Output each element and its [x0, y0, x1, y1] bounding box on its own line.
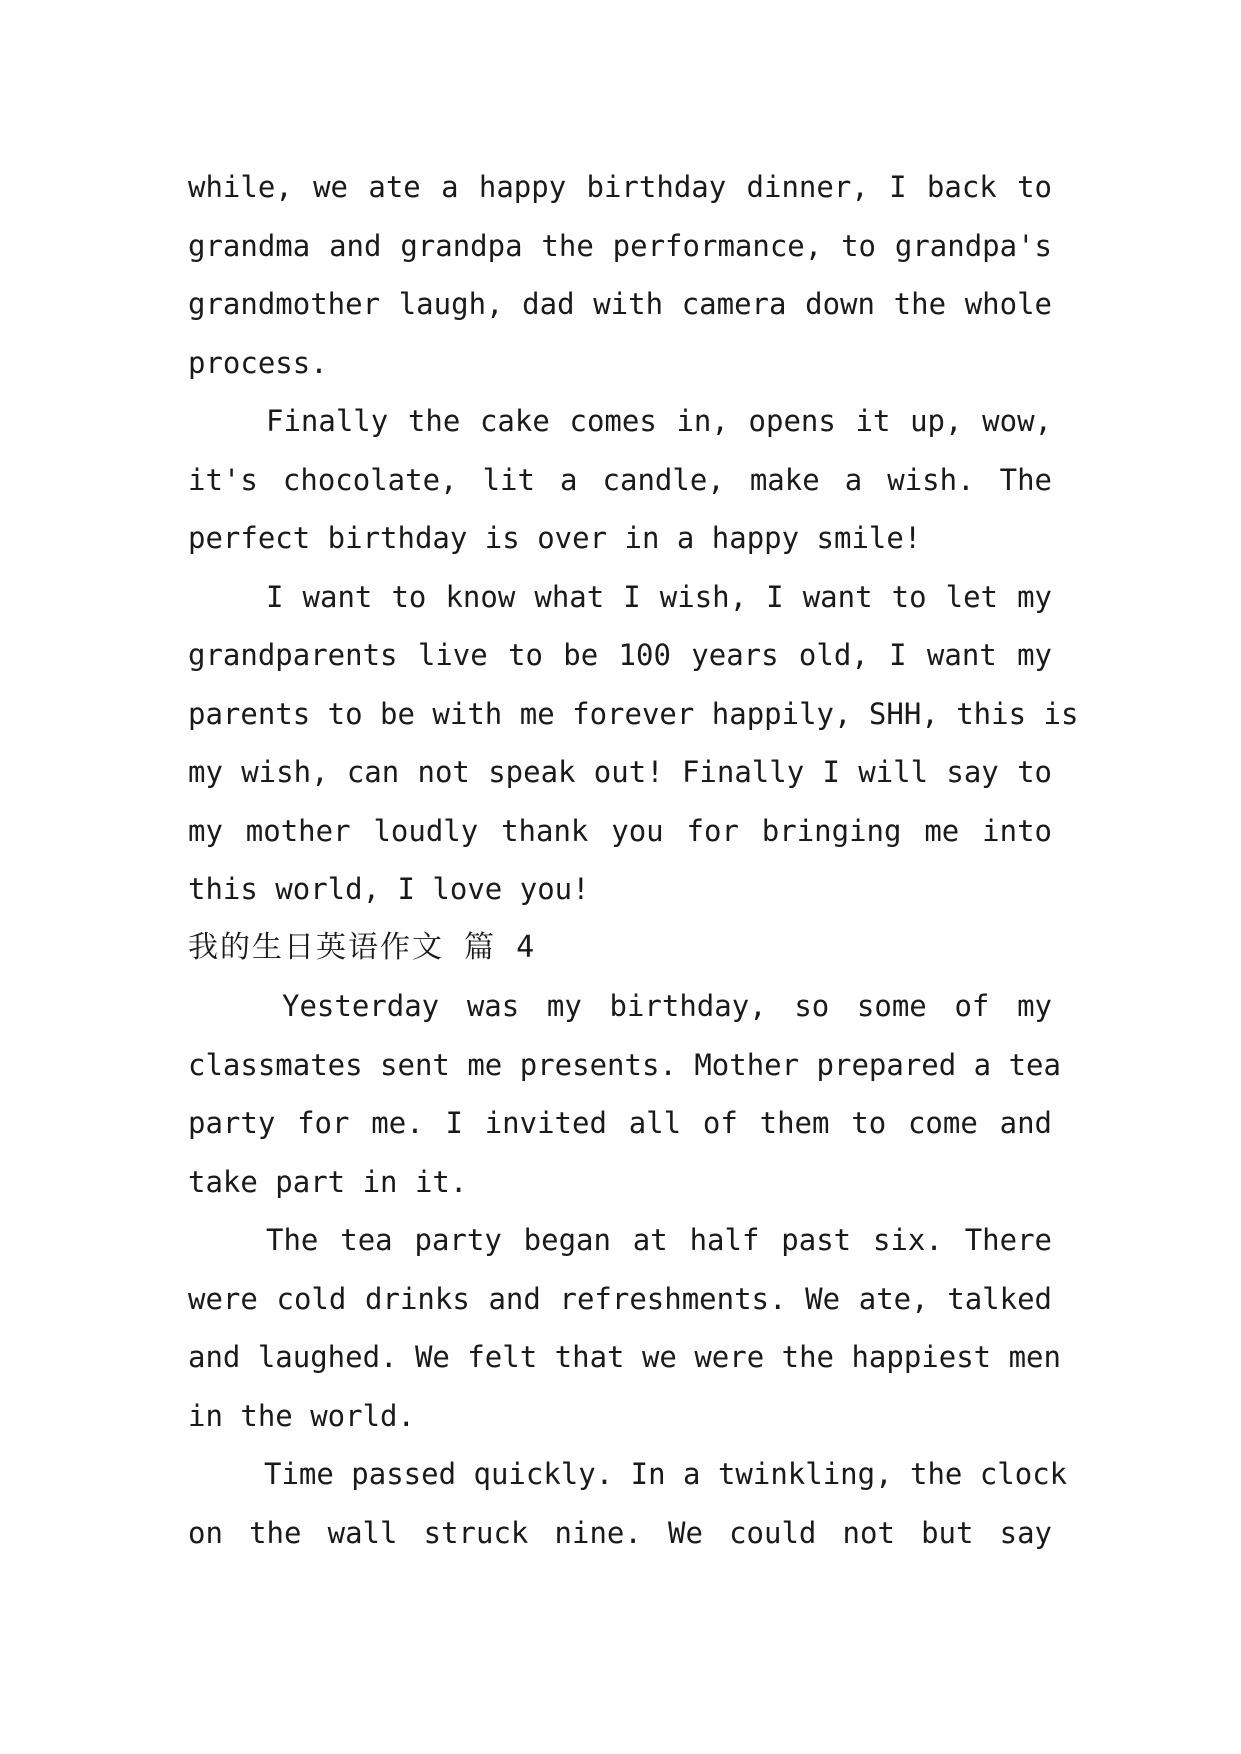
text-line: party for me. I invited all of them to come and: [188, 1106, 1052, 1140]
text-line: take part in it.: [188, 1164, 468, 1199]
text-line: I want to know what I wish, I want to let my: [266, 579, 1052, 614]
text-line: it's chocolate, lit a candle, make a wish. The: [188, 462, 1052, 497]
text-line: classmates sent me presents. Mother prepared a tea: [188, 1047, 1061, 1082]
text-line: Yesterday was my birthday, so some of my: [282, 989, 1052, 1023]
text-line: my wish, can not speak out! Finally I will say to: [188, 755, 1052, 789]
paragraph-1: [188, 158, 1052, 392]
text-line: were cold drinks and refreshments. We ate, talked: [188, 1281, 1052, 1316]
text-line: this world, I love you!: [188, 872, 590, 906]
text-line: perfect birthday is over in a happy smile!: [188, 521, 922, 555]
text-line: while, we ate a happy birthday dinner, I back to: [188, 170, 1052, 204]
text-line: parents to be with me forever happily, SHH, this is: [188, 696, 1079, 731]
paragraph-4: [188, 977, 1061, 1211]
text-line: on the wall struck nine. We could not but say: [188, 1515, 1052, 1550]
text-line: Finally the cake comes in, opens it up, wow,: [266, 404, 1052, 438]
text-line: my mother loudly thank you for bringing me into: [188, 813, 1052, 848]
text-line: grandparents live to be 100 years old, I want my: [188, 638, 1052, 672]
paragraph-3: [188, 568, 1079, 919]
text-line: in the world.: [188, 1398, 415, 1433]
document-page: [188, 158, 1079, 1562]
text-line: The tea party began at half past six. There: [266, 1223, 1052, 1257]
text-line: Time passed quickly. In a twinkling, the clock: [264, 1457, 1068, 1491]
text-line: and laughed. We felt that we were the happiest men: [188, 1340, 1061, 1374]
text-line: grandmother laugh, dad with camera down the whole: [188, 287, 1052, 321]
paragraph-6: [188, 1445, 1068, 1562]
text-line: process.: [188, 345, 328, 380]
text-line: grandma and grandpa the performance, to grandpa's: [188, 228, 1052, 263]
paragraph-2: [188, 392, 1052, 568]
section-heading: 我的生日英语作文 篇 4: [188, 929, 537, 965]
paragraph-5: [188, 1211, 1061, 1445]
